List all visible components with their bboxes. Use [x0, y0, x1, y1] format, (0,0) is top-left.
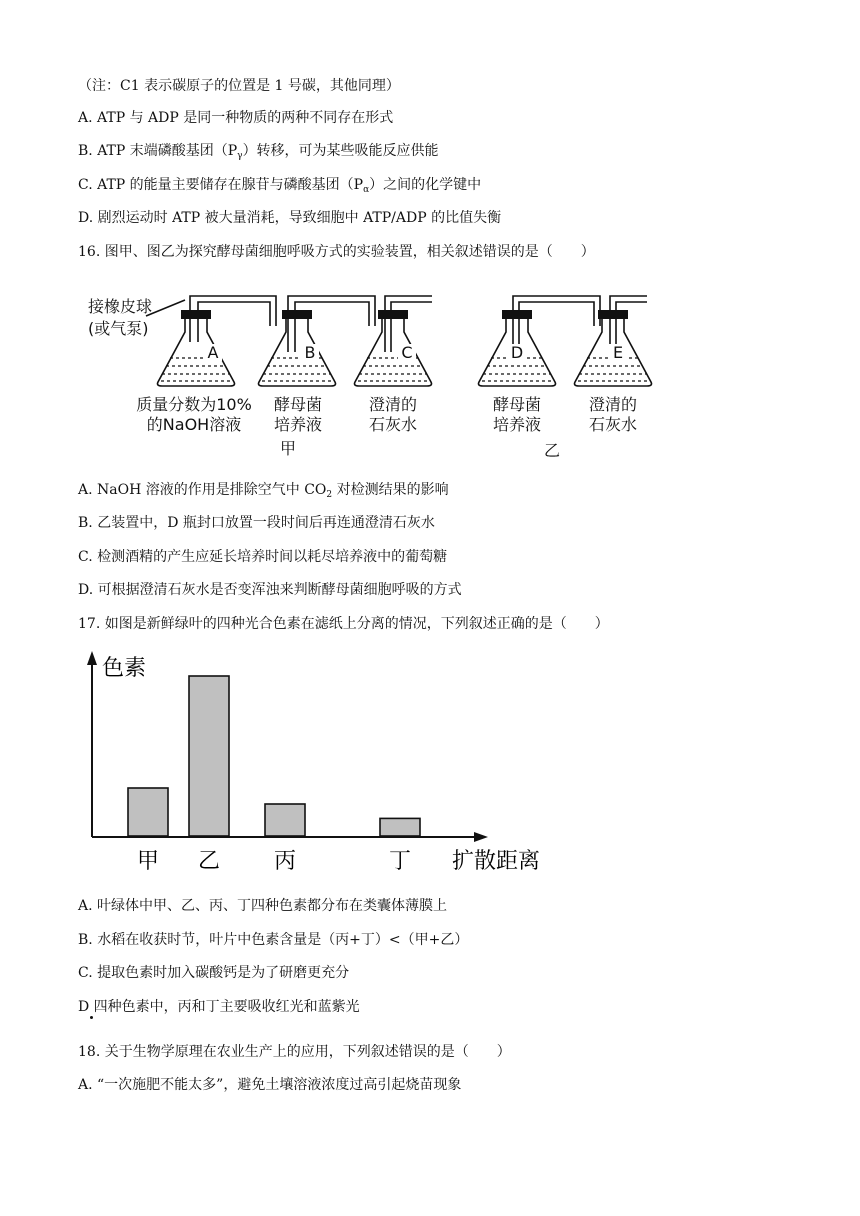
pump-label-1: 接橡皮球	[88, 297, 153, 316]
flask-c-letter: C	[401, 343, 413, 362]
flask-d-letter: D	[510, 343, 524, 362]
q16-option-a-sub: 2	[326, 490, 333, 500]
q15-option-c-sub: α	[363, 185, 370, 195]
q15-option-c-pre: C. ATP 的能量主要储存在腺苷与磷酸基团（P	[78, 177, 364, 193]
q16-option-a	[78, 480, 449, 505]
q15-option-b-pre: B. ATP 末端磷酸基团（P	[78, 143, 238, 159]
q15-option-d: D. 剧烈运动时 ATP 被大量消耗，导致细胞中 ATP/ADP 的比值失衡	[78, 210, 502, 226]
q15-note: （注：C1 表示碳原子的位置是 1 号碳，其他同理）	[78, 78, 400, 94]
q15-option-c-post: ）之间的化学键中	[369, 177, 482, 193]
x-tick-label-1: 乙	[197, 849, 221, 874]
q16-option-a-post: 对检测结果的影响	[332, 482, 449, 498]
flask-b-label-1: 酵母菌	[273, 395, 323, 414]
q17-stem: 17. 如图是新鲜绿叶的四种光合色素在滤纸上分离的情况，下列叙述正确的是（ ）	[78, 616, 609, 632]
q16-apparatus-figure	[80, 282, 660, 462]
q17-option-a: A. 叶绿体中甲、乙、丙、丁四种色素都分布在类囊体薄膜上	[78, 898, 448, 914]
x-tick-label-0: 甲	[136, 849, 160, 874]
q16-option-c: C. 检测酒精的产生应延长培养时间以耗尽培养液中的葡萄糖	[78, 549, 448, 565]
q15-option-a: A. ATP 与 ADP 是同一种物质的两种不同存在形式	[78, 110, 394, 126]
flask-c-label-2: 石灰水	[368, 415, 418, 434]
q15-option-b-post: ）转移，可为某些吸能反应供能	[242, 143, 439, 159]
flask-a-letter: A	[207, 343, 219, 362]
bar-0	[128, 788, 168, 836]
caption-jia: 甲	[279, 439, 297, 458]
pigment-bar-chart	[78, 645, 578, 880]
q16-option-d: D. 可根据澄清石灰水是否变浑浊来判断酵母菌细胞呼吸的方式	[78, 582, 462, 598]
q15-option-b-sub: γ	[237, 151, 243, 161]
caption-yi: 乙	[543, 441, 561, 460]
x-tick-label-3: 丁	[388, 849, 412, 874]
q15-option-b	[78, 141, 439, 166]
q17-option-c: C. 提取色素时加入碳酸钙是为了研磨更充分	[78, 965, 350, 981]
y-axis-label: 色素	[102, 656, 147, 681]
bar-2	[265, 804, 305, 836]
q16-option-a-pre: A. NaOH 溶液的作用是排除空气中 CO	[78, 482, 327, 498]
y-axis-arrow	[87, 651, 97, 665]
flask-b-letter: B	[304, 343, 316, 362]
stray-dot	[90, 1016, 93, 1019]
q17-option-b: B. 水稻在收获时节，叶片中色素含量是（丙+丁）<（甲+乙）	[78, 932, 469, 948]
flask-e-letter: E	[612, 343, 624, 362]
bar-3	[380, 818, 420, 836]
q16-option-b: B. 乙装置中，D 瓶封口放置一段时间后再连通澄清石灰水	[78, 515, 435, 531]
q16-stem: 16. 图甲、图乙为探究酵母菌细胞呼吸方式的实验装置，相关叙述错误的是（ ）	[78, 244, 595, 260]
x-axis-label: 扩散距离	[452, 849, 541, 874]
x-axis-arrow	[474, 832, 488, 842]
q17-option-d: D 四种色素中，丙和丁主要吸收红光和蓝紫光	[78, 999, 360, 1015]
flask-a-label-1: 质量分数为10%	[136, 395, 252, 414]
x-tick-label-2: 丙	[273, 849, 297, 874]
flask-d-label-2: 培养液	[492, 415, 542, 434]
bar-1	[189, 676, 229, 836]
q15-option-c	[78, 175, 481, 200]
q18-option-a: A. “一次施肥不能太多”，避免土壤溶液浓度过高引起烧苗现象	[78, 1077, 462, 1093]
flask-e-label-1: 澄清的	[588, 395, 638, 414]
flask-b-label-2: 培养液	[273, 415, 323, 434]
flask-a-label-2: 的NaOH溶液	[146, 415, 242, 434]
flask-d-label-1: 酵母菌	[492, 395, 542, 414]
flask-e-label-2: 石灰水	[588, 415, 638, 434]
flask-c-label-1: 澄清的	[368, 395, 418, 414]
q18-stem: 18. 关于生物学原理在农业生产上的应用，下列叙述错误的是（ ）	[78, 1044, 511, 1060]
pump-label-2: (或气泵)	[88, 319, 149, 338]
